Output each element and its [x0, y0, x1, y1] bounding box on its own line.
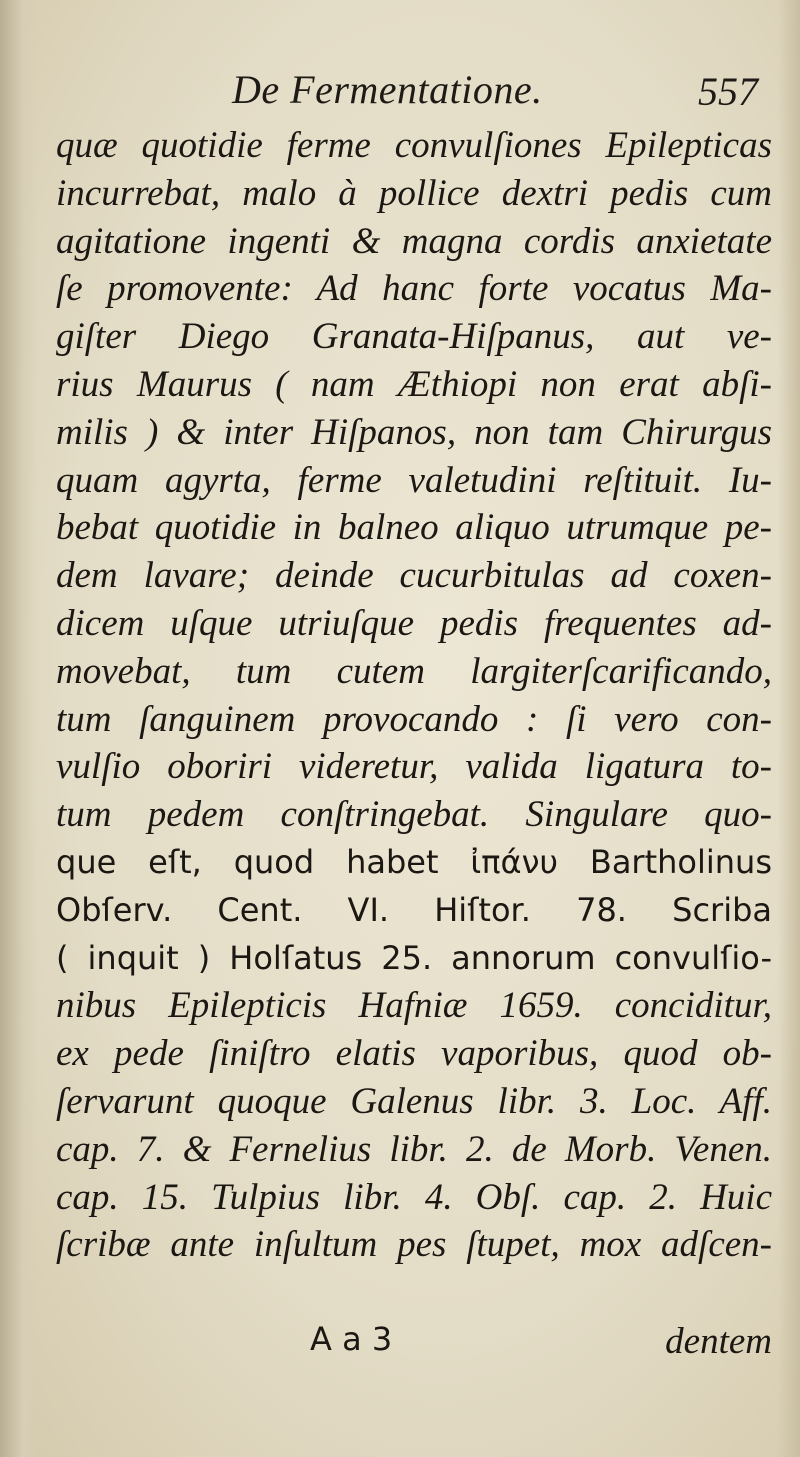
text-line: vulſio oboriri videretur, valida ligatura to-: [56, 746, 772, 788]
page-footer: [56, 1320, 772, 1368]
text-line: quam agyrta, ferme valetudini reſtituit. Iu-: [56, 459, 772, 501]
text-line: quæ quotidie ferme convulſiones Epilepticas: [56, 125, 772, 166]
text-line: agitatione ingenti & magna cordis anxietate: [56, 220, 772, 262]
text-line: movebat, tum cutem largiterſcarificando,: [56, 650, 772, 692]
text-line: Obſerv. Cent. VI. Hiſtor. 78. Scriba: [56, 890, 772, 929]
page-header: [52, 66, 770, 116]
text-line: ſervarunt quoque Galenus libr. 3. Loc. Aff.: [56, 1080, 772, 1122]
text-line: milis ) & inter Hiſpanos, non tam Chirurgus: [56, 411, 772, 453]
signature-mark: A a 3: [310, 1320, 393, 1358]
text-line: ſcribæ ante inſultum pes ſtupet, mox adſcen-: [56, 1224, 772, 1266]
text-line: tum ſanguinem provocando : ſi vero con-: [56, 698, 772, 740]
page-number: 557: [698, 69, 758, 114]
text-line: ( inquit ) Holſatus 25. annorum convulſio-: [56, 938, 772, 977]
text-line: rius Maurus ( nam Æthiopi non erat abſi-: [56, 363, 772, 405]
text-line: que eſt, quod habet ἰπάνυ Bartholinus: [56, 842, 772, 881]
text-line: cap. 7. & Fernelius libr. 2. de Morb. Venen.: [56, 1128, 772, 1170]
running-title: De Fermentatione.: [232, 67, 543, 112]
text-line: giſter Diego Granata-Hiſpanus, aut ve-: [56, 316, 772, 358]
text-line: bebat quotidie in balneo aliquo utrumque pe-: [56, 507, 772, 549]
text-line: nibus Epilepticis Hafniæ 1659. conciditur,: [56, 985, 772, 1027]
text-line: cap. 15. Tulpius libr. 4. Obſ. cap. 2. Huic: [56, 1176, 772, 1218]
gutter-shadow: [0, 0, 38, 1457]
text-line: tum pedem conſtringebat. Singulare quo-: [56, 794, 772, 836]
body-text: [56, 122, 772, 1269]
text-line: dicem uſque utriuſque pedis frequentes ad-: [56, 602, 772, 644]
text-line: ſe promovente: Ad hanc forte vocatus Ma-: [56, 268, 772, 310]
catchword: dentem: [665, 1321, 772, 1362]
text-line: incurrebat, malo à pollice dextri pedis cum: [56, 172, 772, 214]
page-edge-shadow: [778, 0, 800, 1457]
text-line: ex pede ſiniſtro elatis vaporibus, quod ob-: [56, 1033, 772, 1075]
text-line: dem lavare; deinde cucurbitulas ad coxen-: [56, 555, 772, 597]
